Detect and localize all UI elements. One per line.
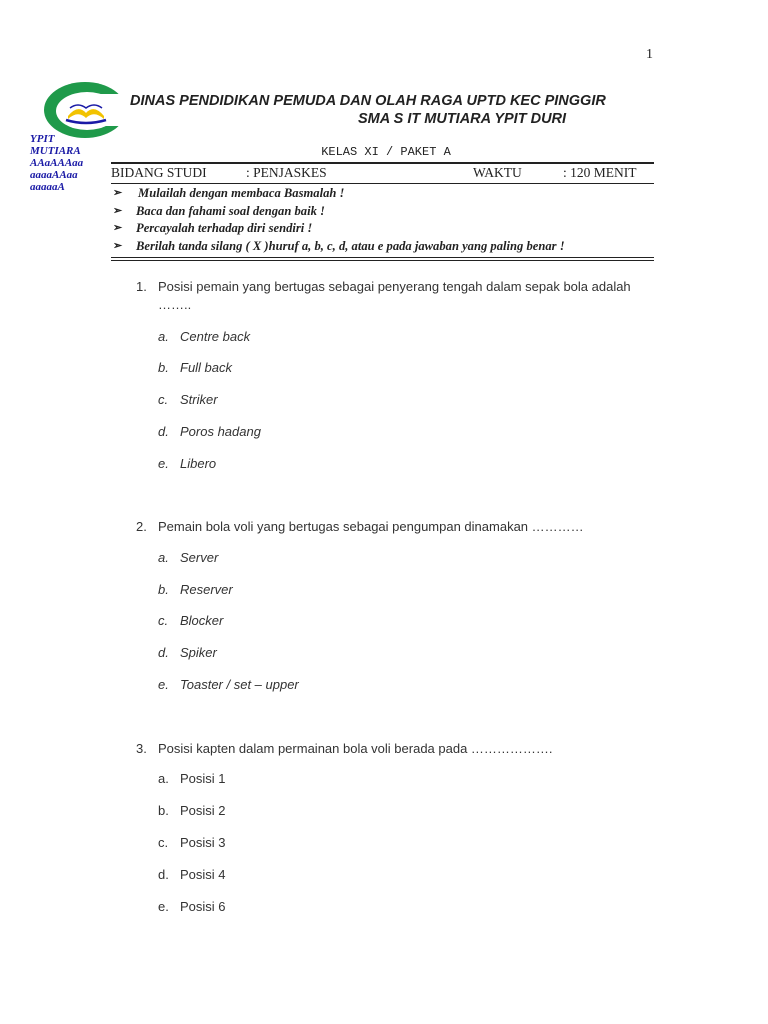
time-label: WAKTU (473, 165, 522, 180)
instruction-item: ➢ Berilah tanda silang ( X )huruf a, b, c, d, atau e pada jawaban yang paling benar ! (113, 238, 565, 253)
divider (111, 257, 654, 258)
arrow-bullet-icon: ➢ (113, 204, 123, 217)
arrow-bullet-icon: ➢ (113, 187, 123, 199)
time-value: : 120 MENIT (563, 165, 637, 180)
divider (111, 183, 654, 184)
class-package: KELAS XI / PAKET A (321, 145, 451, 159)
divider (111, 260, 654, 261)
logo-line: YPIT (30, 133, 55, 145)
page-number: 1 (646, 47, 653, 62)
instructions-list (113, 186, 653, 256)
arrow-bullet-icon: ➢ (113, 222, 123, 234)
subject-label: BIDANG STUDI (111, 165, 207, 180)
logo-line: MUTIARA (30, 145, 81, 157)
instruction-item: ➢ Baca dan fahami soal dengan baik ! (113, 203, 325, 218)
logo-line: aaaaaA (30, 181, 65, 193)
divider (111, 162, 654, 164)
logo-caption (30, 133, 83, 193)
question-2: 2. Pemain bola voli yang bertugas sebagai pengumpan dinamakan ………… (136, 519, 584, 534)
arrow-bullet-icon: ➢ (113, 239, 123, 252)
logo-line: AAaAAAaa (30, 157, 84, 169)
logo-line: aaaaAAaa (30, 169, 78, 181)
question-3: 3. Posisi kapten dalam permainan bola voli berada pada ………………. (136, 741, 553, 756)
info-row (111, 165, 654, 183)
question-1: 1. Posisi pemain yang bertugas sebagai penyerang tengah dalam sepak bola adalah …….. (136, 279, 631, 312)
instruction-item: ➢ Mulailah dengan membaca Basmalah ! (113, 186, 345, 200)
school-logo-icon (42, 80, 128, 140)
instruction-item: ➢ Percayalah terhadap diri sendiri ! (113, 221, 313, 235)
header-school: SMA S IT MUTIARA YPIT DURI (357, 111, 567, 127)
subject-value: : PENJASKES (246, 165, 327, 180)
header-agency: DINAS PENDIDIKAN PEMUDA DAN OLAH RAGA UPTD KEC PINGGIR (130, 93, 606, 109)
